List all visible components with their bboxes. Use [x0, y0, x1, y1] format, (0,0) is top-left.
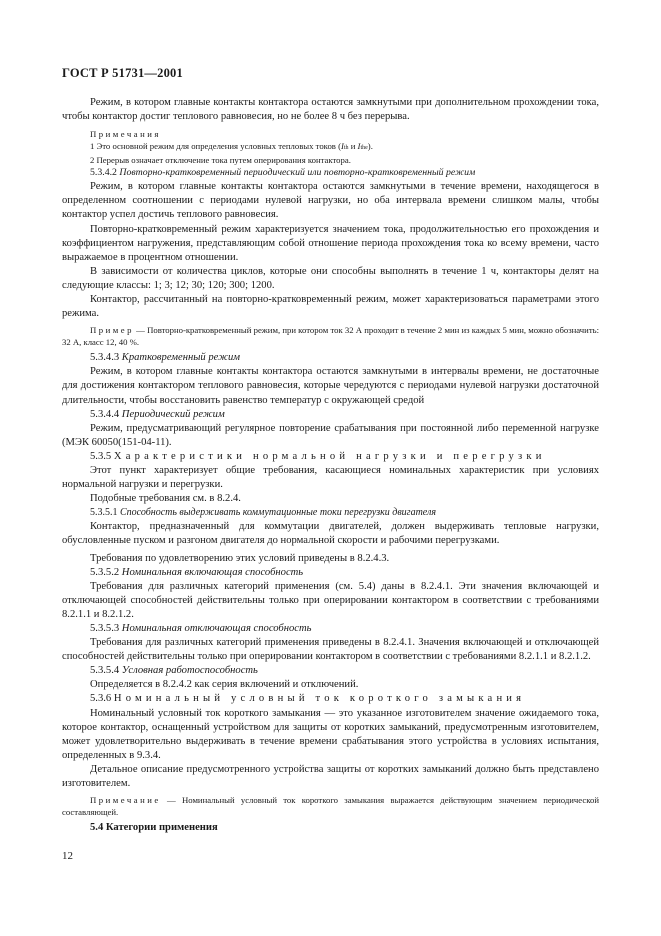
note-item: 2 Перерыв означает отключение тока путем оперирования контактора. — [90, 155, 351, 166]
paragraph: Режим, в котором главные контакты контактора остаются замкнутыми при дополнительном прохождении тока, чтобы контактор достиг теплового равновесия, но не более 8 ч без перерыва. — [62, 97, 599, 123]
document-header: ГОСТ Р 51731—2001 — [62, 66, 183, 80]
section-heading-5-3-6: 5.3.6 Номинальный условный ток короткого замыкания — [90, 693, 526, 705]
paragraph: Режим, в котором главные контакты контактора остаются замкнутыми в интервалы времени, не достаточные для достижения контактором теплового равновесия, которые чередуются с периодами нулевой нагрузки достаточной длительности, чтобы восстановить равенство температур с окружающей средой — [62, 366, 599, 406]
paragraph: Контактор, предназначенный для коммутации двигателей, должен выдерживать тепловые нагрузки, обусловленные пуском и разгоном двигателя до нормальной скорости и рабочими перегрузками. — [62, 521, 599, 547]
paragraph: Подобные требования см. в 8.2.4. — [90, 493, 241, 505]
section-heading-5-3-4-4: 5.3.4.4 Периодический режим — [90, 408, 225, 420]
section-heading-5-3-5-3: 5.3.5.3 Номинальная отключающая способность — [90, 623, 312, 634]
page-number: 12 — [62, 850, 73, 862]
notes-heading: Примечания — [90, 129, 161, 140]
section-heading-5-3-5-1: 5.3.5.1 Способность выдерживать коммутационные токи перегрузки двигателя — [90, 507, 437, 519]
note-paragraph: Примечание — Номинальный условный ток короткого замыкания выражается действующим значением периодической составляющей. — [62, 795, 599, 818]
document-body — [62, 96, 599, 835]
paragraph: Определяется в 8.2.4.2 как серия включений и отключений. — [90, 679, 359, 691]
paragraph: Детальное описание предусмотренного устройства защиты от коротких замыканий должно быть представлено изготовителем. — [62, 763, 599, 790]
paragraph: Требования для различных категорий применения (см. 5.4) даны в 8.2.4.1. Эти значения включающей и отключающей способностей действительны только при оперировании контактором в соответствии с требованиями 8.2.1.1 и 8.2.1.2. — [62, 580, 599, 620]
section-heading-5-3-5: 5.3.5 Характеристики нормальной нагрузки и перегрузки — [90, 450, 546, 462]
note-item: 1 Это основной режим для определения условных тепловых токов (Ith и Ithe). — [90, 141, 373, 152]
section-heading-5-4: 5.4 Категории применения — [90, 822, 218, 834]
paragraph: Режим, в котором главные контакты контактора остаются замкнутыми в течение времени, находящегося в определенном соотношении с периодами нулевой нагрузки, но оба интервала времени слишком малы, чтобы контактор успел достичь теплового равновесия. — [62, 181, 599, 221]
section-heading-5-3-5-4: 5.3.5.4 Условная работоспособность — [90, 665, 258, 677]
paragraph: Режим, предусматривающий регулярное повторение срабатывания при постоянной либо переменной нагрузке (МЭК 60050(151-04-11). — [62, 422, 599, 448]
paragraph: Номинальный условный ток короткого замыкания — это указанное изготовителем значение ожидаемого тока, которое контактор, оснащенный устройством для защиты от коротких замыканий, предусмотренным изготовителем, может удовлетворительно выдерживать в течение времени срабатывания этого устройства в условиях испытания, определенных в 9.3.4. — [62, 707, 599, 761]
section-heading-5-3-4-3: 5.3.4.3 Кратковременный режим — [90, 352, 240, 364]
example-note: Пример — Повторно-кратковременный режим, при котором ток 32 А проходит в течение 2 мин из каждых 5 мин, можно обозначить: 32 А, класс 12, 40 %. — [62, 325, 599, 348]
paragraph: Повторно-кратковременный режим характеризуется значением тока, продолжительностью его прохождения и коэффициентом нагружения, представляющим собой отношение периода прохождения тока ко всему времени, часто выражаемое в процентном отношении. — [62, 223, 599, 263]
paragraph: Требования для различных категорий применения приведены в 8.2.4.1. Значения включающей и отключающей способностей действительны только при оперировании контактором в соответствии с требованиями 8.2.1.1 и 8.2.1.2. — [62, 637, 599, 663]
paragraph: В зависимости от количества циклов, которые они способны выполнять в течение 1 ч, контакторы делят на следующие классы: 1; 3; 12; 30; 120; 300; 1200. — [62, 265, 599, 291]
section-heading-5-3-4-2: 5.3.4.2 Повторно-кратковременный периодический или повторно-кратковременный режим — [90, 167, 476, 179]
paragraph: Контактор, рассчитанный на повторно-кратковременный режим, может характеризоваться параметрами этого режима. — [62, 294, 599, 320]
paragraph: Требования по удовлетворению этих условий приведены в 8.2.4.3. — [90, 552, 390, 564]
paragraph: Этот пункт характеризует общие требования, касающиеся номинальных характеристик при условиях нормальной нагрузки и перегрузки. — [62, 464, 599, 491]
section-heading-5-3-5-2: 5.3.5.2 Номинальная включающая способность — [90, 566, 304, 578]
